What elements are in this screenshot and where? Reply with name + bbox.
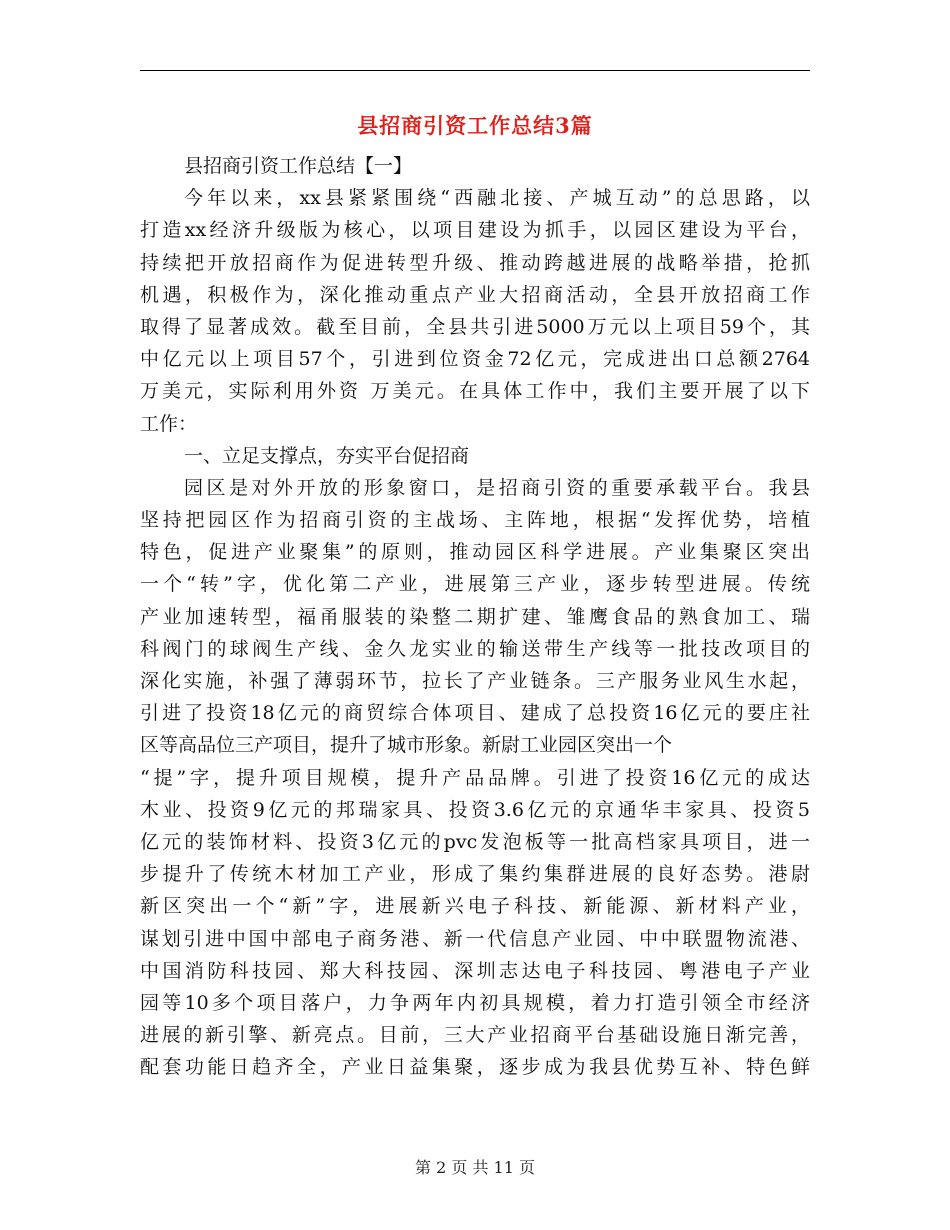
body-text-line: 中国消防科技园、郑大科技园、深圳志达电子科技园、粤港电子产业 bbox=[140, 959, 810, 982]
body-text-line: 谋划引进中国中部电子商务港、新一代信息产业园、中中联盟物流港、 bbox=[140, 927, 810, 950]
body-text-line: 持续把开放招商作为促进转型升级、推动跨越进展的战略举措，抢抓 bbox=[140, 251, 810, 274]
body-text-line: 引进了投资18亿元的商贸综合体项目、建成了总投资16亿元的要庄社 bbox=[140, 702, 810, 725]
document-body bbox=[140, 150, 810, 1083]
body-text-line: 县招商引资工作总结【一】 bbox=[184, 155, 413, 177]
body-text-line: 木业、投资9亿元的邦瑞家具、投资3.6亿元的京通华丰家具、投资5 bbox=[140, 798, 810, 821]
body-text-line: 一、立足支撑点，夯实平台促招商 bbox=[184, 444, 470, 467]
header-rule bbox=[140, 70, 810, 71]
body-text-line: 今年以来，xx县紧紧围绕“西融北接、产城互动”的总思路，以 bbox=[184, 187, 810, 210]
body-text-line: 取得了显著成效。截至目前，全县共引进5000万元以上项目59个，其 bbox=[140, 315, 810, 338]
body-text-line: 打造xx经济升级版为核心，以项目建设为抓手，以园区建设为平台， bbox=[140, 219, 810, 242]
body-text-line: 进展的新引擎、新亮点。目前，三大产业招商平台基础设施日渐完善， bbox=[140, 1024, 810, 1047]
body-text-line: 科阀门的球阀生产线、金久龙实业的输送带生产线等一批技改项目的 bbox=[140, 637, 810, 660]
body-text-line: 工作： bbox=[140, 412, 198, 435]
body-text-line: 深化实施，补强了薄弱环节，拉长了产业链条。三产服务业风生水起， bbox=[140, 670, 810, 692]
page-footer: 第 2 页 共 11 页 bbox=[415, 1158, 535, 1177]
body-text-line: 中亿元以上项目57个，引进到位资金72亿元，完成进出口总额2764 bbox=[140, 348, 810, 371]
body-text-line: 万美元，实际利用外资 万美元。在具体工作中，我们主要开展了以下 bbox=[140, 380, 810, 403]
body-text-line: “提”字，提升项目规模，提升产品品牌。引进了投资16亿元的成达 bbox=[140, 766, 810, 789]
body-text-line: 特色，促进产业聚集”的原则，推动园区科学进展。产业集聚区突出 bbox=[140, 541, 810, 564]
body-text-line: 园区是对外开放的形象窗口，是招商引资的重要承载平台。我县 bbox=[184, 476, 810, 499]
body-text-line: 机遇，积极作为，深化推动重点产业大招商活动，全县开放招商工作 bbox=[140, 283, 810, 306]
body-text-line: 配套功能日趋齐全，产业日益集聚，逐步成为我县优势互补、特色鲜 bbox=[140, 1056, 810, 1079]
body-text-line: 步提升了传统木材加工产业，形成了集约集群进展的良好态势。港尉 bbox=[140, 863, 810, 886]
body-text-line: 产业加速转型，福甬服装的染整二期扩建、雏鹰食品的熟食加工、瑞 bbox=[140, 605, 810, 628]
body-text-line: 新区突出一个“新”字，进展新兴电子科技、新能源、新材料产业， bbox=[140, 895, 810, 918]
body-text-line: 亿元的装饰材料、投资3亿元的pvc发泡板等一批高档家具项目，进一 bbox=[140, 830, 810, 853]
body-text-line: 区等高品位三产项目，提升了城市形象。新尉工业园区突出一个 bbox=[140, 734, 673, 757]
body-text-line: 园等10多个项目落户，力争两年内初具规模，着力打造引领全市经济 bbox=[140, 991, 810, 1014]
body-text-line: 一个“转”字，优化第二产业，进展第三产业，逐步转型进展。传统 bbox=[140, 573, 810, 596]
document-title: 县招商引资工作总结3篇 bbox=[357, 113, 593, 138]
body-text-line: 坚持把园区作为招商引资的主战场、主阵地，根据“发挥优势，培植 bbox=[140, 509, 810, 532]
